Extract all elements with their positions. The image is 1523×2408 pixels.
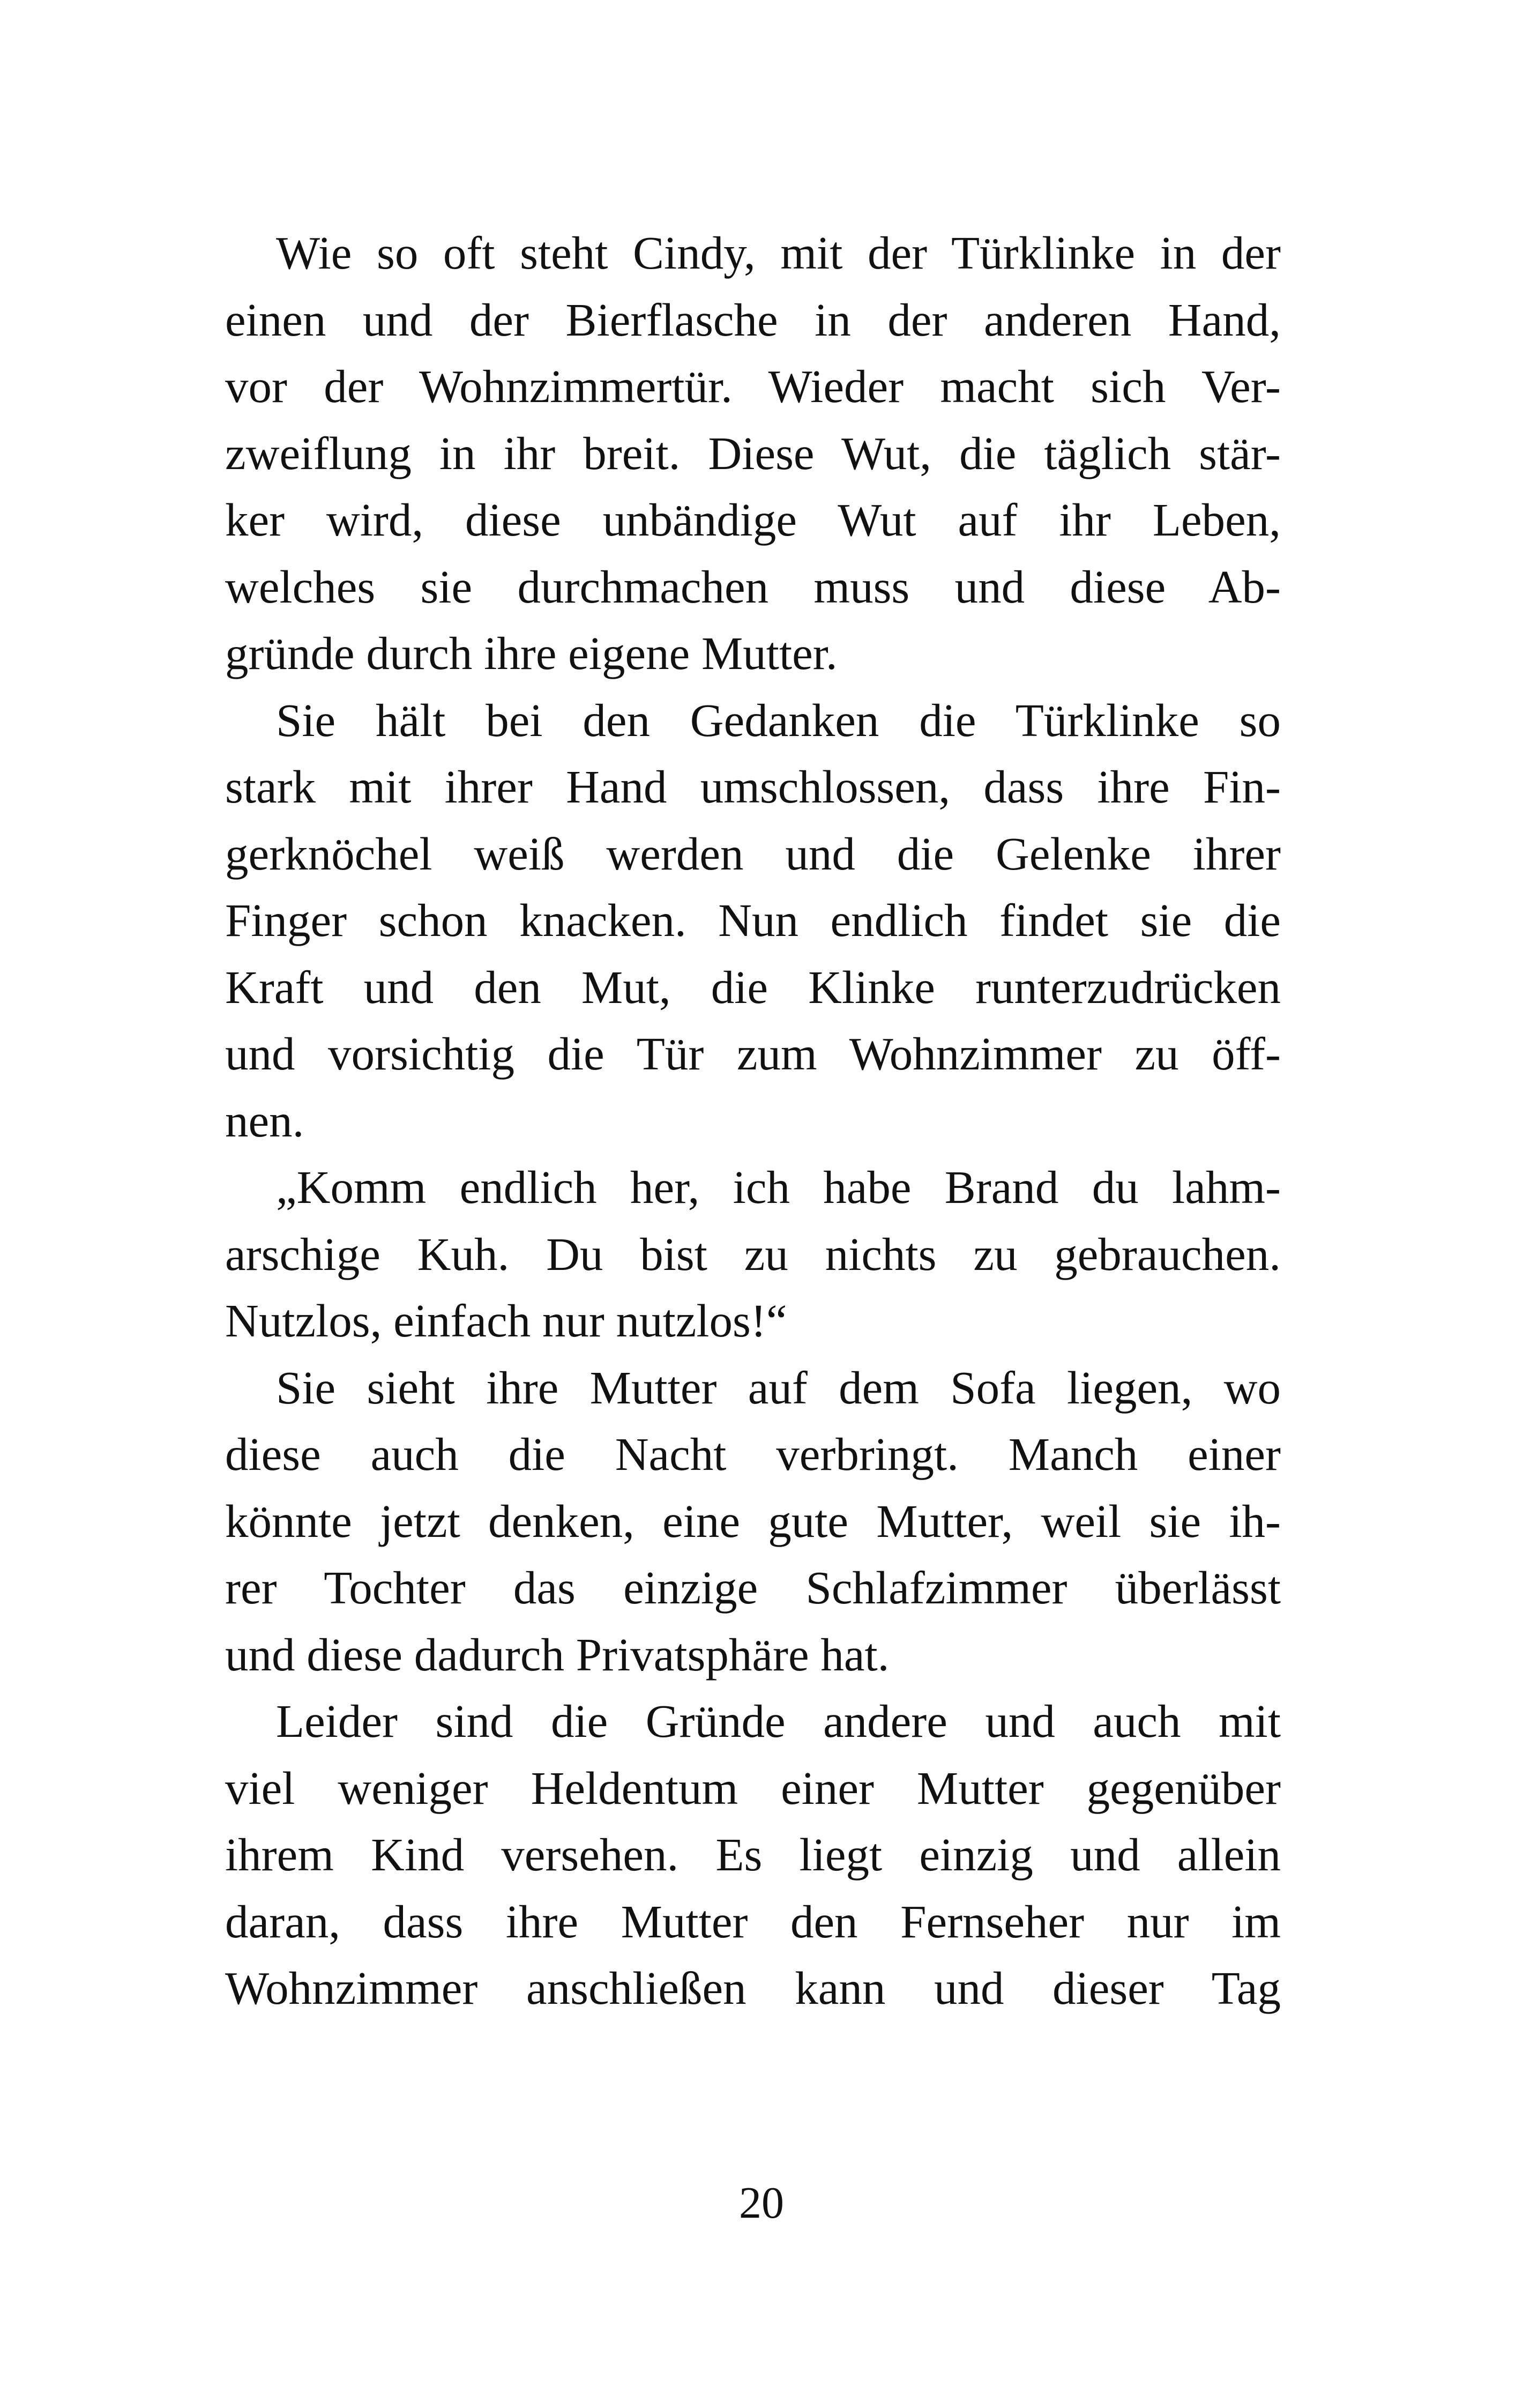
text-line: rer Tochter das einzige Schlafzimmer überlässt	[225, 1562, 1281, 1614]
text-line: arschige Kuh. Du bist zu nichts zu gebrauchen.	[225, 1228, 1281, 1280]
text-line: „Komm endlich her, ich habe Brand du lahm-	[276, 1161, 1281, 1213]
text-line: Finger schon knacken. Nun endlich findet sie die	[225, 894, 1281, 946]
text-line: Wohnzimmer anschließen kann und dieser Tag	[225, 1962, 1281, 2014]
text-line: und vorsichtig die Tür zum Wohnzimmer zu öff-	[225, 1028, 1281, 1080]
text-line: ker wird, diese unbändige Wut auf ihr Leben,	[225, 494, 1281, 546]
text-line: Leider sind die Gründe andere und auch mit	[276, 1695, 1281, 1747]
text-line: und diese dadurch Privatsphäre hat.	[225, 1628, 890, 1681]
text-line: zweiflung in ihr breit. Diese Wut, die täglich stär-	[225, 427, 1281, 479]
page-number: 20	[739, 2178, 784, 2228]
text-line: Kraft und den Mut, die Klinke runterzudrücken	[225, 961, 1281, 1013]
text-line: daran, dass ihre Mutter den Fernseher nur im	[225, 1895, 1281, 1948]
text-line: diese auch die Nacht verbringt. Manch einer	[225, 1428, 1281, 1480]
text-line: Wie so oft steht Cindy, mit der Türklinke in der	[276, 227, 1281, 279]
text-line: nen.	[225, 1094, 304, 1147]
text-line: welches sie durchmachen muss und diese Ab-	[225, 560, 1281, 613]
text-line: einen und der Bierflasche in der anderen Hand,	[225, 293, 1281, 346]
body-text	[225, 220, 1281, 2022]
text-line: gerknöchel weiß werden und die Gelenke ihrer	[225, 827, 1281, 880]
text-line: vor der Wohnzimmertür. Wieder macht sich Ver-	[225, 360, 1281, 412]
text-line: Sie hält bei den Gedanken die Türklinke so	[276, 694, 1281, 746]
text-line: gründe durch ihre eigene Mutter.	[225, 627, 838, 679]
text-line: Nutzlos, einfach nur nutzlos!“	[225, 1295, 787, 1347]
text-line: ihrem Kind versehen. Es liegt einzig und allein	[225, 1829, 1281, 1881]
text-line: viel weniger Heldentum einer Mutter gegenüber	[225, 1762, 1281, 1814]
text-line: Sie sieht ihre Mutter auf dem Sofa liegen, wo	[276, 1361, 1281, 1414]
text-line: stark mit ihrer Hand umschlossen, dass ihre Fin-	[225, 761, 1281, 813]
text-line: könnte jetzt denken, eine gute Mutter, weil sie ih-	[225, 1495, 1281, 1547]
